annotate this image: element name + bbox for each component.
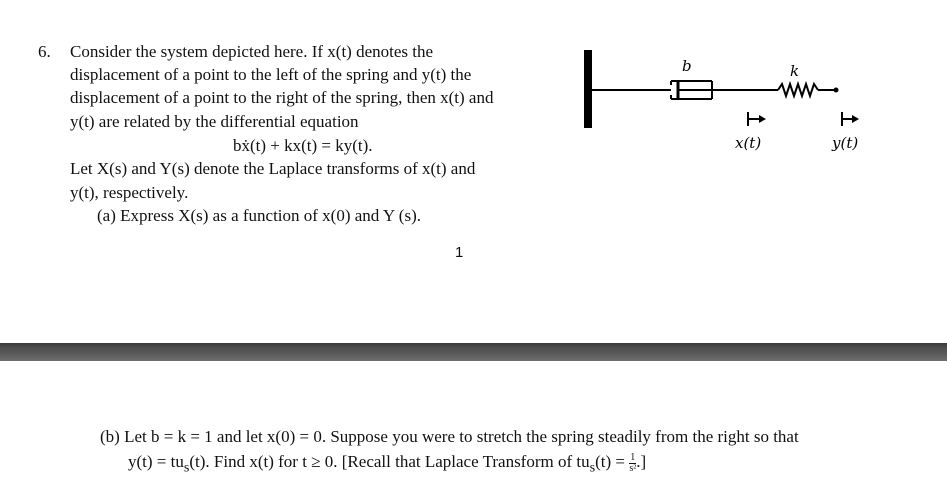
damper-label: b — [682, 57, 692, 75]
page-number: 1 — [455, 244, 464, 261]
part-a-question: (a) Express X(s) as a function of x(0) and Y (s). — [97, 206, 421, 225]
fraction-denominator: s² — [629, 462, 637, 474]
y-marker — [842, 112, 859, 126]
problem-line-1: Consider the system depicted here. If x(t) denotes the — [70, 42, 434, 61]
problem-line-6: Let X(s) and Y(s) denote the Laplace transforms of x(t) and — [70, 159, 476, 178]
x-label: x(t) — [735, 134, 762, 152]
fraction-numerator: 1 — [630, 451, 636, 463]
part-b-sub-2: s — [589, 459, 596, 476]
problem-line-4: y(t) are related by the differential equation — [70, 112, 359, 131]
mechanical-system-diagram — [570, 40, 900, 170]
part-b-text-1: y(t) = tu — [128, 452, 184, 471]
problem-line-3: displacement of a point to the right of the spring, then x(t) and — [70, 88, 494, 107]
part-b-text-3: (t) = — [595, 452, 630, 471]
wall — [584, 50, 592, 128]
y-label: y(t) — [832, 134, 859, 152]
spring-label: k — [790, 62, 800, 80]
damper — [671, 81, 712, 99]
problem-number: 6. — [38, 42, 51, 61]
part-b-sub-1: s — [183, 459, 190, 476]
problem-line-2: displacement of a point to the left of the spring and y(t) the — [70, 65, 472, 84]
x-marker — [748, 112, 766, 126]
page-separator — [0, 343, 947, 361]
spring — [778, 84, 818, 96]
part-b-line-2 — [128, 451, 646, 478]
spring-end — [834, 88, 839, 93]
part-b-line-1: (b) Let b = k = 1 and let x(0) = 0. Suppose you were to stretch the spring steadily from the right so that — [100, 427, 799, 446]
part-b-text-2: (t). Find x(t) for t ≥ 0. [Recall that Laplace Transform of tu — [189, 452, 590, 471]
part-b-text-4: .] — [636, 452, 647, 471]
differential-equation: bẋ(t) + kx(t) = ky(t). — [233, 136, 373, 155]
problem-line-7: y(t), respectively. — [70, 183, 189, 202]
